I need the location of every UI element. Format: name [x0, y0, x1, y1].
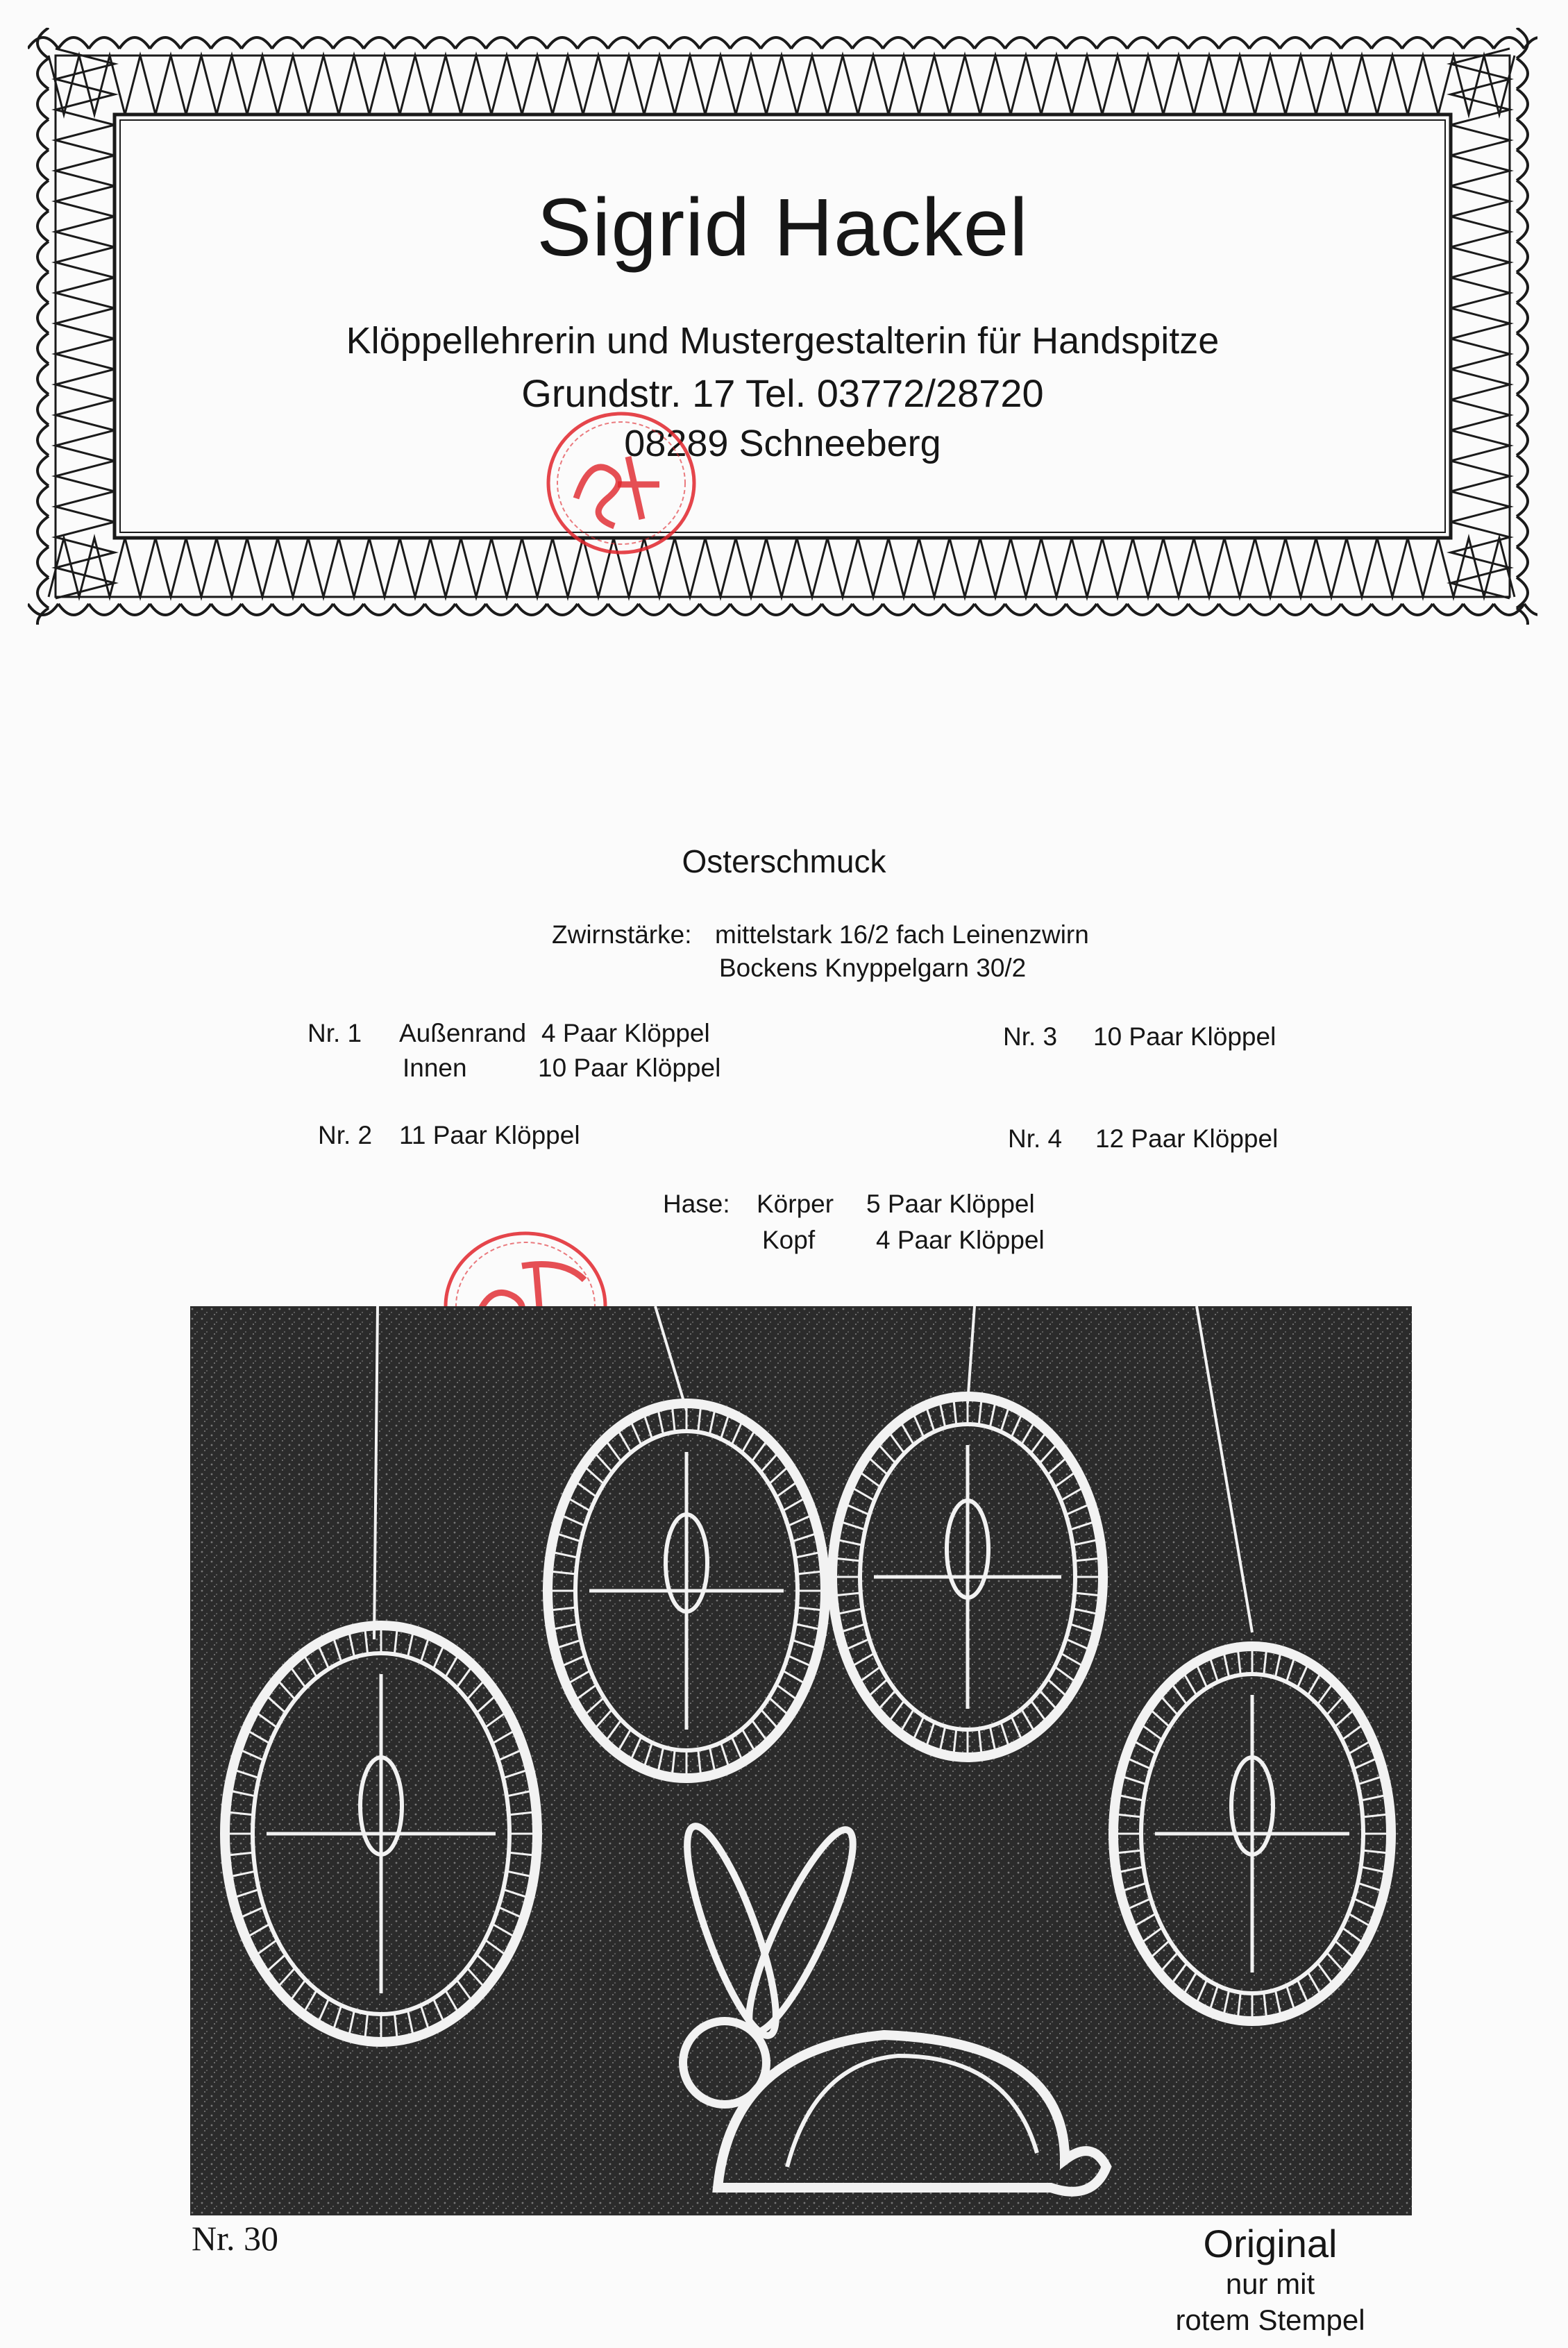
original-note-line-2: rotem Stempel [1175, 2304, 1365, 2336]
item-1b-value: 10 Paar Klöppel [538, 1054, 721, 1082]
thread-value-2: Bockens Knyppelgarn 30/2 [719, 954, 1027, 982]
letterhead-address: Grundstr. 17 Tel. 03772/28720 [521, 371, 1044, 415]
hase-label: Hase: [663, 1190, 730, 1218]
red-stamp-header [534, 401, 708, 568]
original-note [1124, 2221, 1416, 2338]
hase-part-2: Kopf [762, 1226, 816, 1254]
lace-egg-1 [225, 1625, 537, 2042]
photo-caption: Nr. 30 [192, 2219, 278, 2258]
letterhead [28, 28, 1537, 625]
lace-egg-2 [548, 1403, 825, 1778]
lace-egg-4 [1113, 1646, 1391, 2021]
hase-value-2: 4 Paar Klöppel [876, 1226, 1045, 1254]
hase-value-1: 5 Paar Klöppel [866, 1190, 1035, 1218]
letterhead-name: Sigrid Hackel [537, 182, 1029, 273]
thread-value-1: mittelstark 16/2 fach Leinenzwirn [715, 920, 1089, 949]
lace-photo [190, 1306, 1412, 2215]
item-3-value: 10 Paar Klöppel [1093, 1022, 1276, 1051]
page-title: Osterschmuck [682, 843, 886, 879]
original-note-title: Original [1203, 2222, 1338, 2265]
item-1-nr: Nr. 1 [307, 1019, 362, 1047]
item-4-nr: Nr. 4 [1008, 1124, 1063, 1153]
letterhead-city: 08289 Schneeberg [624, 423, 941, 464]
item-1-value: 4 Paar Klöppel [541, 1019, 710, 1047]
letterhead-profession: Klöppellehrerin und Mustergestalterin für Handspitze [346, 320, 1220, 362]
thread-label: Zwirnstärke: [552, 920, 692, 949]
item-2-nr: Nr. 2 [318, 1121, 373, 1149]
item-2-value: 11 Paar Klöppel [399, 1121, 580, 1149]
item-4-value: 12 Paar Klöppel [1095, 1124, 1279, 1153]
item-3-nr: Nr. 3 [1003, 1022, 1058, 1051]
original-note-line-1: nur mit [1225, 2267, 1315, 2300]
item-1-label: Außenrand [399, 1019, 527, 1047]
hase-part-1: Körper [757, 1190, 834, 1218]
item-1b-label: Innen [403, 1054, 467, 1082]
